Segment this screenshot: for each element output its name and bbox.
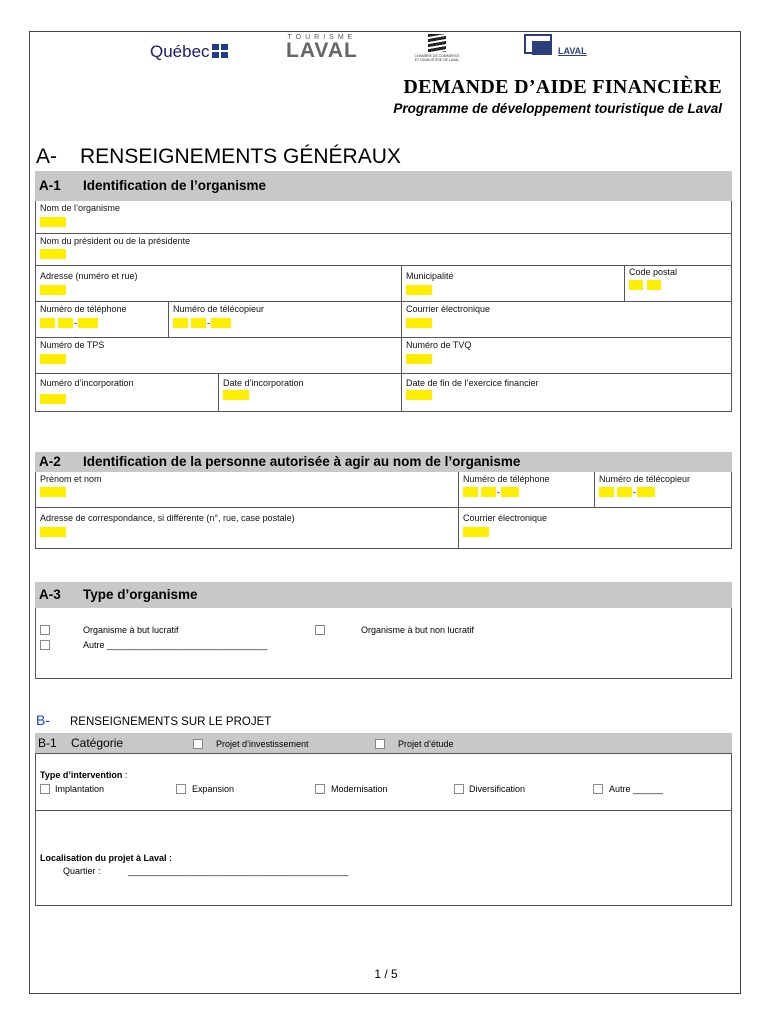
incorporation-label: Numéro d’incorporation xyxy=(40,378,134,388)
chambre-commerce-logo xyxy=(412,34,462,62)
modernisation-checkbox[interactable] xyxy=(315,784,325,794)
incorporation-cell xyxy=(36,374,219,411)
a2-grid xyxy=(35,472,732,549)
lucratif-label: Organisme à but lucratif xyxy=(83,625,179,635)
a2-courriel-label: Courrier électronique xyxy=(463,513,548,523)
document-subtitle: Programme de développement touristique de Laval xyxy=(393,101,722,116)
investissement-label: Projet d’investissement xyxy=(216,739,309,749)
investissement-checkbox[interactable] xyxy=(193,739,203,749)
quebec-logo xyxy=(150,42,228,62)
diversification-checkbox[interactable] xyxy=(454,784,464,794)
non-lucratif-label: Organisme à but non lucratif xyxy=(361,625,475,635)
section-b-letter: B- xyxy=(36,712,50,728)
autre-organisme-checkbox[interactable] xyxy=(40,640,50,650)
a2-courriel-cell xyxy=(459,508,731,548)
code-postal-cell xyxy=(625,266,731,302)
ville-laval-logo xyxy=(524,34,594,60)
a1-grid xyxy=(35,201,732,412)
fin-exercice-cell xyxy=(402,374,731,411)
a2-telecopieur-field-1[interactable] xyxy=(599,487,614,497)
municipalite-label: Municipalité xyxy=(406,271,454,281)
expansion-checkbox[interactable] xyxy=(176,784,186,794)
a2-telephone-field-2[interactable] xyxy=(481,487,496,497)
autre-intervention-label: Autre ______ xyxy=(609,784,664,794)
code-postal-field-1[interactable] xyxy=(629,280,643,290)
date-incorporation-cell xyxy=(219,374,402,411)
municipalite-cell xyxy=(402,266,625,302)
page-number: 1 / 5 xyxy=(374,967,398,981)
a2-courriel-field[interactable] xyxy=(463,527,489,537)
etude-checkbox[interactable] xyxy=(375,739,385,749)
tps-cell xyxy=(36,338,402,374)
a3-number: A-3 xyxy=(39,587,61,602)
document-title: DEMANDE D’AIDE FINANCIÈRE xyxy=(403,76,722,98)
tps-field[interactable] xyxy=(40,354,66,364)
quartier-label: Quartier : xyxy=(63,866,101,876)
telecopieur-field-2[interactable] xyxy=(191,318,206,328)
date-incorporation-field[interactable] xyxy=(223,390,249,400)
fin-exercice-field[interactable] xyxy=(406,390,432,400)
localisation-label: Localisation du projet à Laval : xyxy=(40,853,173,863)
telecopieur-cell xyxy=(169,302,402,338)
type-intervention-colon: : xyxy=(122,770,128,780)
a2-adresse-cell xyxy=(36,508,459,548)
tps-label: Numéro de TPS xyxy=(40,340,105,350)
a1-title: Identification de l’organisme xyxy=(83,178,267,193)
tourisme-laval-logo xyxy=(286,34,358,61)
tvq-cell xyxy=(402,338,731,374)
modernisation-label: Modernisation xyxy=(331,784,388,794)
chambre-commerce-mark-icon xyxy=(428,34,446,52)
non-lucratif-checkbox[interactable] xyxy=(315,625,325,635)
section-b-title: RENSEIGNEMENTS SUR LE PROJET xyxy=(70,716,272,728)
a1-number: A-1 xyxy=(39,178,61,193)
section-b-heading xyxy=(36,712,271,728)
b1-header-bar xyxy=(35,733,732,753)
a2-header-bar xyxy=(35,452,732,472)
type-intervention-cell xyxy=(36,754,731,811)
b1-number: B-1 xyxy=(38,736,57,750)
implantation-label: Implantation xyxy=(55,784,105,794)
adresse-field[interactable] xyxy=(40,285,66,295)
expansion-label: Expansion xyxy=(192,784,235,794)
nom-president-cell xyxy=(36,234,731,266)
a2-title: Identification de la personne autorisée à agir au nom de l’organisme xyxy=(83,454,521,469)
laval-emblem-icon xyxy=(524,34,552,54)
a3-header-bar xyxy=(35,582,732,608)
telephone-field-3[interactable] xyxy=(78,318,98,328)
telephone-field-2[interactable] xyxy=(58,318,73,328)
telephone-cell xyxy=(36,302,169,338)
municipalite-field[interactable] xyxy=(406,285,432,295)
telephone-label: Numéro de téléphone xyxy=(40,304,127,314)
adresse-label: Adresse (numéro et rue) xyxy=(40,271,138,281)
a2-number: A-2 xyxy=(39,454,61,469)
telecopieur-label: Numéro de télécopieur xyxy=(173,304,265,314)
type-intervention-heading xyxy=(40,770,127,780)
a2-telephone-field-1[interactable] xyxy=(463,487,478,497)
nom-organisme-cell xyxy=(36,201,731,234)
date-incorporation-label: Date d’incorporation xyxy=(223,378,304,388)
nom-organisme-label: Nom de l’organisme xyxy=(40,203,121,213)
prenom-nom-cell xyxy=(36,472,459,508)
telephone-field-1[interactable] xyxy=(40,318,55,328)
a3-box xyxy=(35,608,732,679)
tourisme-logo-top: TOURISME xyxy=(287,34,357,41)
fin-exercice-label: Date de fin de l’exercice financier xyxy=(406,378,539,388)
nom-president-field[interactable] xyxy=(40,249,66,259)
tvq-field[interactable] xyxy=(406,354,432,364)
implantation-checkbox[interactable] xyxy=(40,784,50,794)
form-page xyxy=(29,31,741,994)
a2-adresse-field[interactable] xyxy=(40,527,66,537)
a2-adresse-label: Adresse de correspondance, si différente (n°, rue, case postale) xyxy=(40,513,295,523)
diversification-label: Diversification xyxy=(469,784,526,794)
prenom-nom-field[interactable] xyxy=(40,487,66,497)
nom-president-label: Nom du président ou de la présidente xyxy=(40,236,191,246)
telecopieur-field-3[interactable] xyxy=(211,318,231,328)
a2-telephone-cell xyxy=(459,472,595,508)
type-intervention-label: Type d’intervention xyxy=(40,770,123,780)
telephone-dash: - xyxy=(74,318,77,328)
courriel-field[interactable] xyxy=(406,318,432,328)
a2-telecopieur-field-3[interactable] xyxy=(637,487,655,497)
quebec-flag-icon xyxy=(212,44,228,58)
tvq-label: Numéro de TVQ xyxy=(406,340,472,350)
b1-box xyxy=(35,753,732,906)
autre-intervention-checkbox[interactable] xyxy=(593,784,603,794)
a2-telecopieur-dash: - xyxy=(633,487,636,497)
a2-telecopieur-label: Numéro de télécopieur xyxy=(599,474,691,484)
quebec-logo-text: Québec xyxy=(150,42,210,61)
tourisme-logo-main: LAVAL xyxy=(286,39,358,62)
a3-title: Type d’organisme xyxy=(83,587,198,602)
a1-header-bar xyxy=(35,171,732,201)
lucratif-checkbox[interactable] xyxy=(40,625,50,635)
a2-telephone-label: Numéro de téléphone xyxy=(463,474,550,484)
nom-organisme-field[interactable] xyxy=(40,217,66,227)
b1-title: Catégorie xyxy=(71,736,124,750)
prenom-nom-label: Prénom et nom xyxy=(40,474,102,484)
a2-telephone-field-3[interactable] xyxy=(501,487,519,497)
courriel-label: Courrier électronique xyxy=(406,304,491,314)
telecopieur-dash: - xyxy=(207,318,210,328)
code-postal-label: Code postal xyxy=(629,267,678,277)
chambre-commerce-logo-text: CHAMBRE DE COMMERCE ET D'INDUSTRIE DE LAVAL xyxy=(414,54,460,62)
autre-organisme-label: Autre ________________________________ xyxy=(83,640,268,650)
incorporation-field[interactable] xyxy=(40,394,66,404)
localisation-cell xyxy=(36,811,731,906)
telecopieur-field-1[interactable] xyxy=(173,318,188,328)
adresse-cell xyxy=(36,266,402,302)
quartier-input[interactable]: ____________________________________________ xyxy=(128,866,349,876)
section-a-heading xyxy=(36,145,401,169)
a2-telecopieur-cell xyxy=(595,472,731,508)
laval-logo-text: LAVAL xyxy=(558,46,587,56)
code-postal-field-2[interactable] xyxy=(647,280,661,290)
etude-label: Projet d’étude xyxy=(398,739,454,749)
section-a-title: RENSEIGNEMENTS GÉNÉRAUX xyxy=(80,145,401,168)
a2-telecopieur-field-2[interactable] xyxy=(617,487,632,497)
a2-telephone-dash: - xyxy=(497,487,500,497)
courriel-cell xyxy=(402,302,731,338)
section-a-letter: A- xyxy=(36,145,57,168)
